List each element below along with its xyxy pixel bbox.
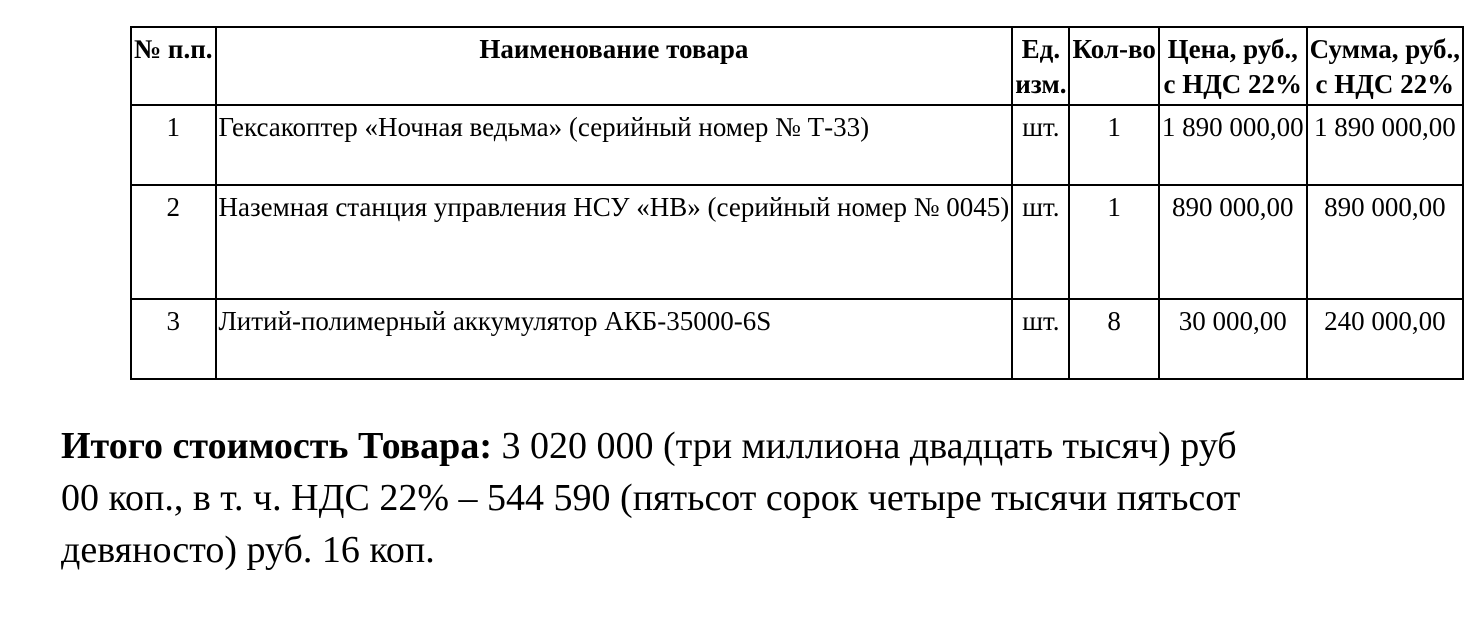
row-sum: 240 000,00 xyxy=(1307,299,1463,379)
header-price-line1: Цена, руб., xyxy=(1167,34,1298,64)
total-cost-paragraph xyxy=(61,420,1276,576)
row-number: 3 xyxy=(131,299,216,379)
row-number: 1 xyxy=(131,105,216,185)
row-number: 2 xyxy=(131,185,216,299)
goods-table xyxy=(130,26,1464,380)
row-sum: 1 890 000,00 xyxy=(1307,105,1463,185)
row-price: 30 000,00 xyxy=(1159,299,1307,379)
row-unit: шт. xyxy=(1012,105,1069,185)
row-quantity: 1 xyxy=(1069,105,1158,185)
row-unit: шт. xyxy=(1012,299,1069,379)
header-sum xyxy=(1307,27,1463,105)
header-price xyxy=(1159,27,1307,105)
total-cost-label: Итого стоимость Товара: xyxy=(61,425,492,467)
header-product-name: Наименование товара xyxy=(216,27,1013,105)
table-header-row xyxy=(131,27,1463,105)
row-price: 1 890 000,00 xyxy=(1159,105,1307,185)
header-quantity: Кол-во xyxy=(1069,27,1158,105)
row-quantity: 8 xyxy=(1069,299,1158,379)
header-sum-line2: с НДС 22% xyxy=(1315,69,1455,99)
row-sum: 890 000,00 xyxy=(1307,185,1463,299)
total-cost-text: 3 020 000 (три миллиона двадцать тысяч) руб 00 коп., в т. ч. НДС 22% – 544 590 (пятьсот сорок четыре тысячи пятьсот девяносто) руб. 16 коп. xyxy=(61,425,1241,571)
header-unit-line1: Ед. xyxy=(1021,34,1061,64)
header-unit xyxy=(1012,27,1069,105)
header-number: № п.п. xyxy=(131,27,216,105)
row-product-name: Литий-полимерный аккумулятор АКБ-35000-6S xyxy=(216,299,1013,379)
header-sum-line1: Сумма, руб., xyxy=(1309,34,1461,64)
row-quantity: 1 xyxy=(1069,185,1158,299)
row-price: 890 000,00 xyxy=(1159,185,1307,299)
table-row xyxy=(131,105,1463,185)
row-product-name: Гексакоптер «Ночная ведьма» (серийный номер № Т-33) xyxy=(216,105,1013,185)
header-unit-line2: изм. xyxy=(1015,69,1067,99)
row-product-name: Наземная станция управления НСУ «НВ» (серийный номер № 0045) xyxy=(216,185,1013,299)
table-row xyxy=(131,299,1463,379)
header-price-line2: с НДС 22% xyxy=(1163,69,1303,99)
row-unit: шт. xyxy=(1012,185,1069,299)
table-row xyxy=(131,185,1463,299)
